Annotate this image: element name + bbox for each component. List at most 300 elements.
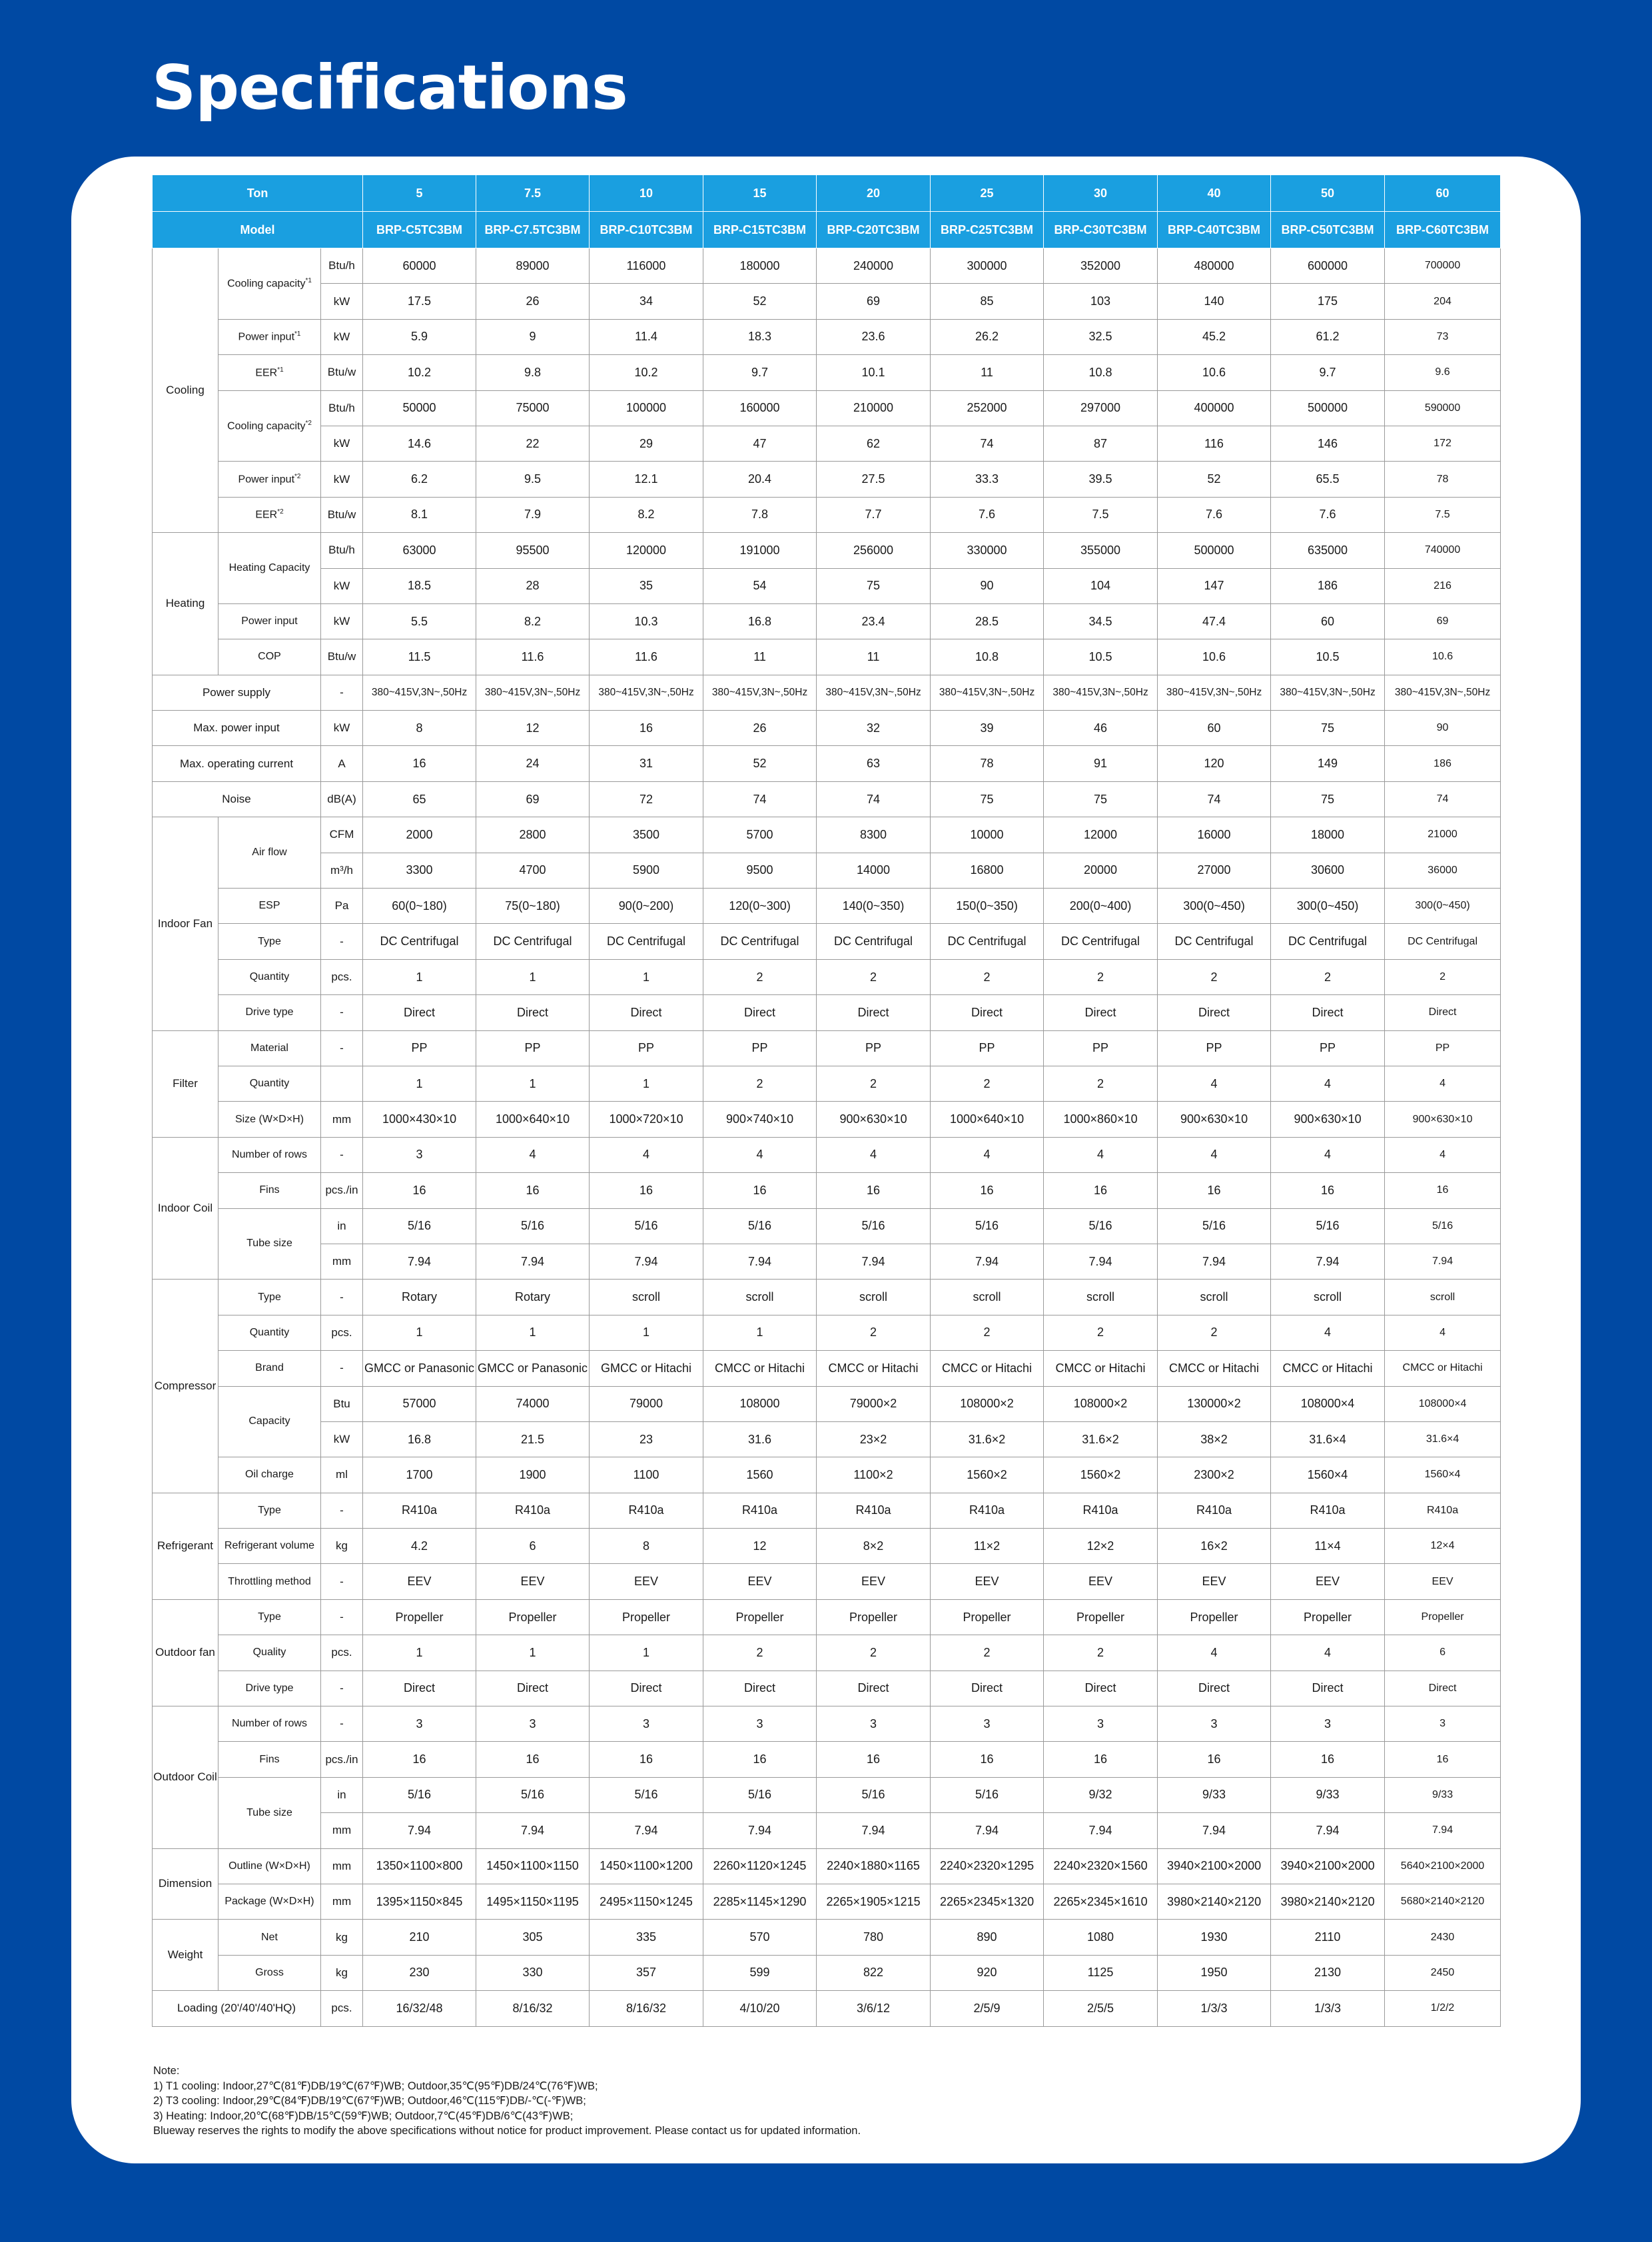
value-cell: 69 [476,781,590,817]
subcategory-label: Fins [259,1184,280,1196]
value-cell: 1560×2 [1044,1457,1158,1493]
value-cell: 4 [1044,1137,1158,1172]
subcategory-label: Power input [238,331,295,343]
subcategory-label: Tube size [246,1806,292,1818]
value-cell: 3 [1385,1706,1501,1742]
unit-cell: kg [321,1920,363,1955]
value-cell: 822 [817,1955,931,1990]
table-row [153,1066,1501,1101]
value-cell: 10.1 [817,355,931,390]
subcategory-cell [218,1457,321,1493]
value-cell: 32 [817,711,931,746]
unit-cell: - [321,1137,363,1172]
value-cell: Direct [363,1671,476,1706]
model-cell: BRP-C10TC3BM [590,212,703,248]
value-cell: 11 [703,639,817,675]
value-cell: 920 [931,1955,1044,1990]
value-cell: 16 [590,1173,703,1208]
value-cell: 1 [590,1066,703,1101]
value-cell: 2 [1158,1315,1271,1350]
value-cell: CMCC or Hitachi [817,1351,931,1386]
category-cell: Heating [153,533,218,675]
value-cell: 16 [1271,1173,1385,1208]
table-row [153,1173,1501,1208]
value-cell: 204 [1385,284,1501,319]
value-cell: 140(0~350) [817,889,931,924]
value-cell: 5/16 [1385,1208,1501,1244]
value-cell: 900×630×10 [1271,1102,1385,1137]
value-cell: 31 [590,746,703,781]
value-cell: 2 [703,959,817,994]
value-cell: 2300×2 [1158,1457,1271,1493]
value-cell: 2285×1145×1290 [703,1884,817,1919]
value-cell: 1700 [363,1457,476,1493]
value-cell: 160000 [703,390,817,426]
value-cell: 7.8 [703,497,817,532]
table-row [153,319,1501,354]
value-cell: 600000 [1271,248,1385,284]
value-cell: 300(0~450) [1158,889,1271,924]
value-cell: Direct [1271,1671,1385,1706]
unit-cell: kW [321,568,363,603]
value-cell: 90 [1385,711,1501,746]
category-cell: Weight [153,1920,218,1991]
value-cell: 60(0~180) [363,889,476,924]
value-cell: 75(0~180) [476,889,590,924]
value-cell: 740000 [1385,533,1501,568]
value-cell: 599 [703,1955,817,1990]
value-cell: 5.9 [363,319,476,354]
value-cell: R410a [931,1493,1044,1528]
unit-cell: pcs. [321,959,363,994]
value-cell: DC Centrifugal [1158,924,1271,959]
value-cell: 75 [817,568,931,603]
value-cell: 1100 [590,1457,703,1493]
model-cell: BRP-C7.5TC3BM [476,212,590,248]
table-row [153,1742,1501,1777]
value-cell: 38×2 [1158,1421,1271,1457]
value-cell: 256000 [817,533,931,568]
value-cell: 10.5 [1044,639,1158,675]
value-cell: 3 [363,1706,476,1742]
value-cell: 7.94 [931,1813,1044,1848]
value-cell: 500000 [1271,390,1385,426]
value-cell: R410a [703,1493,817,1528]
value-cell: scroll [590,1280,703,1315]
value-cell: DC Centrifugal [1271,924,1385,959]
value-cell: 330 [476,1955,590,1990]
subcategory-label: Oil charge [245,1469,294,1481]
subcategory-label: Drive type [245,1682,294,1694]
value-cell: 7.94 [1385,1813,1501,1848]
value-cell: 150(0~350) [931,889,1044,924]
value-cell: 74 [1158,781,1271,817]
value-cell: 90(0~200) [590,889,703,924]
unit-cell: kW [321,603,363,639]
value-cell: 147 [1158,568,1271,603]
value-cell: 146 [1271,426,1385,461]
value-cell: 12000 [1044,817,1158,853]
value-cell: CMCC or Hitachi [703,1351,817,1386]
value-cell: 3980×2140×2120 [1271,1884,1385,1919]
subcategory-cell [218,1315,321,1350]
category-cell: Filter [153,1030,218,1137]
value-cell: 5/16 [817,1208,931,1244]
subcategory-label: Type [258,1504,281,1516]
table-row [153,853,1501,888]
value-cell: 380~415V,3N~,50Hz [1158,675,1271,710]
subcategory-label: Quantity [249,1326,290,1338]
value-cell: 16 [703,1173,817,1208]
value-cell: 10.2 [363,355,476,390]
value-cell: 18000 [1271,817,1385,853]
value-cell: 52 [703,284,817,319]
value-cell: 65 [363,781,476,817]
value-cell: 10.8 [931,639,1044,675]
subcategory-cell [218,1030,321,1066]
ton-cell: 25 [931,175,1044,212]
value-cell: Direct [703,995,817,1030]
value-cell: 90 [931,568,1044,603]
value-cell: 210000 [817,390,931,426]
value-cell: 79000 [590,1386,703,1421]
value-cell: 4 [1385,1137,1501,1172]
unit-cell: - [321,995,363,1030]
value-cell: 380~415V,3N~,50Hz [703,675,817,710]
subcategory-cell [218,319,321,354]
value-cell: 2240×2320×1295 [931,1848,1044,1884]
value-cell: 5900 [590,853,703,888]
subcategory-label: COP [258,651,281,663]
subcategory-label: Size (W×D×H) [234,1113,304,1125]
value-cell: 23×2 [817,1421,931,1457]
value-cell: Direct [590,1671,703,1706]
subcategory-label: Tube size [246,1238,292,1250]
value-cell: Direct [1385,1671,1501,1706]
value-cell: 5/16 [931,1777,1044,1812]
unit-cell: A [321,746,363,781]
value-cell: Propeller [817,1599,931,1635]
value-cell: CMCC or Hitachi [1044,1351,1158,1386]
unit-cell: mm [321,1244,363,1279]
value-cell: 1080 [1044,1920,1158,1955]
subcategory-label: Refrigerant volume [224,1540,315,1552]
table-row [153,1529,1501,1564]
value-cell: 7.5 [1385,497,1501,532]
category-cell: Cooling [153,248,218,533]
value-cell: 23.6 [817,319,931,354]
value-cell: 5/16 [590,1208,703,1244]
value-cell: 7.94 [817,1813,931,1848]
value-cell: 900×740×10 [703,1102,817,1137]
unit-cell: dB(A) [321,781,363,817]
value-cell: 16 [363,1173,476,1208]
note-heading: Note: [153,2065,180,2077]
value-cell: EEV [931,1564,1044,1599]
footnote-marker: *1 [277,366,284,374]
table-row [153,924,1501,959]
ton-cell: 20 [817,175,931,212]
value-cell: 78 [1385,462,1501,497]
value-cell: 1100×2 [817,1457,931,1493]
value-cell: 63 [817,746,931,781]
value-cell: 5/16 [476,1208,590,1244]
value-cell: 2 [817,1066,931,1101]
value-cell: 20000 [1044,853,1158,888]
unit-cell: kW [321,426,363,461]
value-cell: 5/16 [1158,1208,1271,1244]
value-cell: 108000×4 [1271,1386,1385,1421]
value-cell: PP [476,1030,590,1066]
subcategory-label: Outline (W×D×H) [228,1860,310,1872]
value-cell: 252000 [931,390,1044,426]
value-cell: 52 [1158,462,1271,497]
unit-cell: Btu/h [321,533,363,568]
subcategory-label: Cooling capacity [227,278,306,290]
value-cell: 29 [590,426,703,461]
value-cell: 380~415V,3N~,50Hz [590,675,703,710]
value-cell: 2 [1271,959,1385,994]
value-cell: 7.6 [931,497,1044,532]
model-cell: BRP-C15TC3BM [703,212,817,248]
value-cell: 28.5 [931,603,1044,639]
value-cell: 7.94 [590,1244,703,1279]
value-cell: 16 [931,1742,1044,1777]
unit-cell [321,1066,363,1101]
value-cell: 305 [476,1920,590,1955]
value-cell: 27.5 [817,462,931,497]
value-cell: 2430 [1385,1920,1501,1955]
value-cell: 10.6 [1158,355,1271,390]
value-cell: 57000 [363,1386,476,1421]
value-cell: 16/32/48 [363,1991,476,2026]
value-cell: R410a [363,1493,476,1528]
model-cell: BRP-C60TC3BM [1385,212,1501,248]
value-cell: R410a [817,1493,931,1528]
value-cell: 3 [931,1706,1044,1742]
ton-row [153,175,1501,212]
value-cell: DC Centrifugal [817,924,931,959]
value-cell: 21.5 [476,1421,590,1457]
unit-cell: pcs. [321,1635,363,1671]
unit-cell: - [321,1599,363,1635]
table-row [153,390,1501,426]
subcategory-cell [218,1386,321,1457]
table-row [153,1244,1501,1279]
unit-cell: - [321,1493,363,1528]
value-cell: 10.3 [590,603,703,639]
subcategory-label: Quantity [249,971,290,982]
subcategory-label: Net [261,1931,278,1943]
table-row [153,1493,1501,1528]
spec-table [152,175,1501,2027]
value-cell: 7.94 [703,1813,817,1848]
value-cell: 9.6 [1385,355,1501,390]
value-cell: 1450×1100×1200 [590,1848,703,1884]
value-cell: 5700 [703,817,817,853]
category-cell: Indoor Fan [153,817,218,1030]
subcategory-cell [218,355,321,390]
value-cell: 1 [363,1066,476,1101]
value-cell: 47 [703,426,817,461]
table-row [153,711,1501,746]
value-cell: 7.94 [931,1244,1044,1279]
value-cell: 1000×860×10 [1044,1102,1158,1137]
value-cell: GMCC or Hitachi [590,1351,703,1386]
value-cell: 300000 [931,248,1044,284]
value-cell: 2 [817,1315,931,1350]
value-cell: 5/16 [703,1208,817,1244]
value-cell: 75 [1271,781,1385,817]
value-cell: 16 [817,1173,931,1208]
value-cell: 380~415V,3N~,50Hz [817,675,931,710]
table-row [153,1137,1501,1172]
subcategory-cell [218,1208,321,1280]
value-cell: 4 [931,1137,1044,1172]
value-cell: 75 [931,781,1044,817]
value-cell: 87 [1044,426,1158,461]
value-cell: 35 [590,568,703,603]
value-cell: 2 [817,1635,931,1671]
value-cell: 7.7 [817,497,931,532]
value-cell: 46 [1044,711,1158,746]
value-cell: 5/16 [703,1777,817,1812]
ton-cell: 60 [1385,175,1501,212]
value-cell: 330000 [931,533,1044,568]
value-cell: 900×630×10 [1385,1102,1501,1137]
value-cell: 1 [590,1635,703,1671]
value-cell: 1950 [1158,1955,1271,1990]
value-cell: 2 [817,959,931,994]
subcategory-label: EER [255,367,278,379]
unit-cell: CFM [321,817,363,853]
value-cell: PP [1158,1030,1271,1066]
value-cell: 16 [1044,1742,1158,1777]
subcategory-label: Power input [238,474,295,486]
value-cell: 74 [817,781,931,817]
value-cell: 2 [931,1635,1044,1671]
unit-cell: ml [321,1457,363,1493]
value-cell: 1495×1150×1195 [476,1884,590,1919]
value-cell: 16 [1044,1173,1158,1208]
value-cell: 5/16 [1044,1208,1158,1244]
value-cell: 140 [1158,284,1271,319]
table-row [153,1421,1501,1457]
value-cell: 18.3 [703,319,817,354]
value-cell: PP [1271,1030,1385,1066]
unit-cell: Btu/h [321,248,363,284]
value-cell: 1560×4 [1385,1457,1501,1493]
value-cell: 590000 [1385,390,1501,426]
value-cell: Propeller [1271,1599,1385,1635]
value-cell: 2265×2345×1610 [1044,1884,1158,1919]
value-cell: 108000×4 [1385,1386,1501,1421]
value-cell: Direct [1044,995,1158,1030]
value-cell: EEV [1385,1564,1501,1599]
value-cell: 130000×2 [1158,1386,1271,1421]
value-cell: PP [590,1030,703,1066]
value-cell: Direct [817,995,931,1030]
value-cell: 2 [1158,959,1271,994]
subcategory-label: Throttling method [228,1575,311,1587]
value-cell: 7.94 [1158,1244,1271,1279]
value-cell: 73 [1385,319,1501,354]
category-cell: Indoor Coil [153,1137,218,1280]
value-cell: Propeller [1158,1599,1271,1635]
subcategory-label: EER [255,509,278,521]
subcategory-cell [218,1955,321,1990]
ton-cell: 5 [363,175,476,212]
value-cell: 31.6×4 [1271,1421,1385,1457]
unit-cell: kW [321,711,363,746]
subcategory-label: Type [258,1291,281,1303]
value-cell: 16 [1271,1742,1385,1777]
value-cell: Direct [363,995,476,1030]
value-cell: 1 [590,959,703,994]
value-cell: 780 [817,1920,931,1955]
value-cell: 72 [590,781,703,817]
value-cell: 1 [363,1315,476,1350]
value-cell: 16800 [931,853,1044,888]
value-cell: 1 [476,959,590,994]
model-cell: BRP-C40TC3BM [1158,212,1271,248]
value-cell: 1/2/2 [1385,1991,1501,2026]
subcategory-cell [218,248,321,320]
value-cell: Propeller [703,1599,817,1635]
value-cell: 1/3/3 [1158,1991,1271,2026]
value-cell: 1000×720×10 [590,1102,703,1137]
value-cell: R410a [1044,1493,1158,1528]
value-cell: 7.94 [703,1244,817,1279]
value-cell: 8300 [817,817,931,853]
value-cell: 2110 [1271,1920,1385,1955]
value-cell: 78 [931,746,1044,781]
value-cell: 75 [1044,781,1158,817]
value-cell: 60000 [363,248,476,284]
value-cell: CMCC or Hitachi [1158,1351,1271,1386]
subcategory-cell [218,1884,321,1919]
value-cell: DC Centrifugal [1044,924,1158,959]
unit-cell: - [321,1351,363,1386]
value-cell: 75000 [476,390,590,426]
table-row [153,1208,1501,1244]
value-cell: 2 [1385,959,1501,994]
unit-cell: mm [321,1884,363,1919]
model-cell: BRP-C20TC3BM [817,212,931,248]
table-row [153,1706,1501,1742]
footnote-marker: *2 [305,419,312,427]
table-row [153,1848,1501,1884]
model-cell: BRP-C30TC3BM [1044,212,1158,248]
value-cell: 5640×2100×2000 [1385,1848,1501,1884]
value-cell: 9500 [703,853,817,888]
note-line: 2) T3 cooling: Indoor,29℃(84℉)DB/19℃(67℉)WB; Outdoor,46℃(115℉)DB/-℃(-℉)WB; [153,2095,586,2107]
model-row [153,212,1501,248]
footnote-marker: *1 [294,330,301,338]
unit-cell: kW [321,462,363,497]
value-cell: 900×630×10 [817,1102,931,1137]
value-cell: 380~415V,3N~,50Hz [1385,675,1501,710]
value-cell: 7.94 [1271,1244,1385,1279]
unit-cell: pcs./in [321,1173,363,1208]
value-cell: 16 [363,1742,476,1777]
value-cell: 7.94 [590,1813,703,1848]
value-cell: 74 [931,426,1044,461]
value-cell: R410a [1158,1493,1271,1528]
value-cell: GMCC or Panasonic [363,1351,476,1386]
value-cell: 26 [476,284,590,319]
value-cell: 60 [1271,603,1385,639]
